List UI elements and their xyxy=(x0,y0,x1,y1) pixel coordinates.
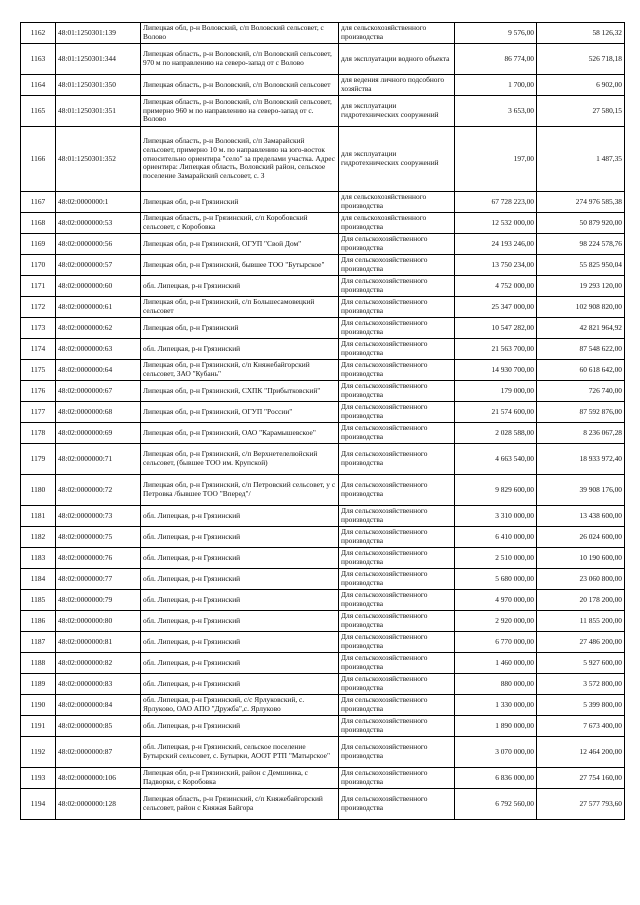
row-number: 1162 xyxy=(21,23,56,44)
table-row xyxy=(21,96,625,127)
address-cell: Липецкая обл, р-н Грязинский, с/п Княжебайгорский сельсовет, ЗАО "Кубань" xyxy=(141,360,339,381)
table-row xyxy=(21,255,625,276)
cadastral-value-cell: 26 024 600,00 xyxy=(537,527,625,548)
cadastral-number: 48:02:0000000:69 xyxy=(56,423,141,444)
row-number: 1190 xyxy=(21,695,56,716)
purpose-cell: Для сельскохозяйственного производства xyxy=(339,590,455,611)
cadastral-number: 48:02:0000000:68 xyxy=(56,402,141,423)
address-cell: Липецкая обл, р-н Грязинский, ОГУП "Свой Дом" xyxy=(141,234,339,255)
table-row xyxy=(21,527,625,548)
purpose-cell: для ведения личного подсобного хозяйства xyxy=(339,75,455,96)
address-cell: Липецкая обл, р-н Грязинский xyxy=(141,318,339,339)
cadastral-value-cell: 726 740,00 xyxy=(537,381,625,402)
purpose-cell: Для сельскохозяйственного производства xyxy=(339,423,455,444)
area-cell: 4 663 540,00 xyxy=(455,444,537,475)
cadastral-number: 48:02:0000000:82 xyxy=(56,653,141,674)
cadastral-value-cell: 1 487,35 xyxy=(537,127,625,192)
cadastral-number: 48:02:0000000:63 xyxy=(56,339,141,360)
cadastral-value-cell: 12 464 200,00 xyxy=(537,737,625,768)
land-plots-table xyxy=(20,22,625,820)
area-cell: 3 310 000,00 xyxy=(455,506,537,527)
address-cell: обл. Липецкая, р-н Грязинский, сельское поселение Бутырский сельсовет, с. Бутырки, АООТ РТП "Матырское" xyxy=(141,737,339,768)
table-row xyxy=(21,213,625,234)
cadastral-value-cell: 87 548 622,00 xyxy=(537,339,625,360)
row-number: 1177 xyxy=(21,402,56,423)
row-number: 1166 xyxy=(21,127,56,192)
purpose-cell: для эксплуатации водного объекта xyxy=(339,44,455,75)
table-row xyxy=(21,234,625,255)
area-cell: 4 970 000,00 xyxy=(455,590,537,611)
table-row xyxy=(21,548,625,569)
table-row xyxy=(21,506,625,527)
area-cell: 9 576,00 xyxy=(455,23,537,44)
purpose-cell: Для сельскохозяйственного производства xyxy=(339,789,455,820)
purpose-cell: Для сельскохозяйственного производства xyxy=(339,381,455,402)
area-cell: 24 193 246,00 xyxy=(455,234,537,255)
table-row xyxy=(21,569,625,590)
purpose-cell: Для сельскохозяйственного производства xyxy=(339,255,455,276)
purpose-cell: Для сельскохозяйственного производства xyxy=(339,318,455,339)
address-cell: Липецкая область, р-н Воловский, с/п Воловский сельсовет, 970 м по направлению на северо-запад от с Волово xyxy=(141,44,339,75)
area-cell: 12 532 000,00 xyxy=(455,213,537,234)
table-row xyxy=(21,737,625,768)
area-cell: 4 752 000,00 xyxy=(455,276,537,297)
cadastral-number: 48:02:0000000:128 xyxy=(56,789,141,820)
cadastral-value-cell: 7 673 400,00 xyxy=(537,716,625,737)
area-cell: 10 547 282,00 xyxy=(455,318,537,339)
row-number: 1187 xyxy=(21,632,56,653)
area-cell: 1 460 000,00 xyxy=(455,653,537,674)
address-cell: обл. Липецкая, р-н Грязинский xyxy=(141,716,339,737)
address-cell: Липецкая обл, р-н Грязинский, бывшее ТОО "Бутырское" xyxy=(141,255,339,276)
cadastral-value-cell: 27 580,15 xyxy=(537,96,625,127)
purpose-cell: для сельскохозяйственного производства xyxy=(339,23,455,44)
purpose-cell: для сельскохозяйственного производства xyxy=(339,213,455,234)
table-row xyxy=(21,402,625,423)
cadastral-number: 48:02:0000000:64 xyxy=(56,360,141,381)
cadastral-number: 48:02:0000000:84 xyxy=(56,695,141,716)
address-cell: Липецкая обл, р-н Грязинский, ОГУП "России" xyxy=(141,402,339,423)
area-cell: 2 920 000,00 xyxy=(455,611,537,632)
cadastral-value-cell: 3 572 800,00 xyxy=(537,674,625,695)
cadastral-value-cell: 11 855 200,00 xyxy=(537,611,625,632)
purpose-cell: Для сельскохозяйственного производства xyxy=(339,276,455,297)
document-page xyxy=(20,22,624,820)
address-cell: обл. Липецкая, р-н Грязинский xyxy=(141,569,339,590)
cadastral-value-cell: 5 927 600,00 xyxy=(537,653,625,674)
area-cell: 9 829 600,00 xyxy=(455,475,537,506)
address-cell: обл. Липецкая, р-н Грязинский xyxy=(141,653,339,674)
purpose-cell: для сельскохозяйственного производства xyxy=(339,192,455,213)
cadastral-value-cell: 87 592 876,00 xyxy=(537,402,625,423)
address-cell: Липецкая обл, р-н Грязинский, ОАО "Карамышевское" xyxy=(141,423,339,444)
purpose-cell: Для сельскохозяйственного производства xyxy=(339,527,455,548)
address-cell: обл. Липецкая, р-н Грязинский xyxy=(141,339,339,360)
cadastral-number: 48:02:0000000:76 xyxy=(56,548,141,569)
table-row xyxy=(21,423,625,444)
address-cell: Липецкая обл, р-н Грязинский xyxy=(141,192,339,213)
purpose-cell: Для сельскохозяйственного производства xyxy=(339,297,455,318)
area-cell: 2 028 588,00 xyxy=(455,423,537,444)
table-body xyxy=(21,23,625,820)
address-cell: обл. Липецкая, р-н Грязинский xyxy=(141,527,339,548)
area-cell: 21 574 600,00 xyxy=(455,402,537,423)
cadastral-value-cell: 23 060 800,00 xyxy=(537,569,625,590)
area-cell: 1 700,00 xyxy=(455,75,537,96)
address-cell: Липецкая область, р-н Воловский, с/п Воловский сельсовет, примерно 960 м по направлению на северо-запад от с. Волово xyxy=(141,96,339,127)
table-row xyxy=(21,590,625,611)
cadastral-value-cell: 42 821 964,92 xyxy=(537,318,625,339)
purpose-cell: Для сельскохозяйственного производства xyxy=(339,339,455,360)
area-cell: 880 000,00 xyxy=(455,674,537,695)
row-number: 1192 xyxy=(21,737,56,768)
row-number: 1169 xyxy=(21,234,56,255)
table-row xyxy=(21,360,625,381)
cadastral-value-cell: 20 178 200,00 xyxy=(537,590,625,611)
area-cell: 67 728 223,00 xyxy=(455,192,537,213)
purpose-cell: для эксплуатации гидротехнических сооружений xyxy=(339,96,455,127)
purpose-cell: Для сельскохозяйственного производства xyxy=(339,475,455,506)
area-cell: 179 000,00 xyxy=(455,381,537,402)
cadastral-number: 48:01:1250301:352 xyxy=(56,127,141,192)
cadastral-value-cell: 13 438 600,00 xyxy=(537,506,625,527)
cadastral-number: 48:01:1250301:344 xyxy=(56,44,141,75)
row-number: 1167 xyxy=(21,192,56,213)
purpose-cell: Для сельскохозяйственного производства xyxy=(339,737,455,768)
table-row xyxy=(21,789,625,820)
area-cell: 6 770 000,00 xyxy=(455,632,537,653)
cadastral-number: 48:02:0000000:53 xyxy=(56,213,141,234)
table-row xyxy=(21,339,625,360)
row-number: 1176 xyxy=(21,381,56,402)
row-number: 1179 xyxy=(21,444,56,475)
area-cell: 197,00 xyxy=(455,127,537,192)
table-row xyxy=(21,192,625,213)
address-cell: Липецкая область, р-н Воловский, с/п Воловский сельсовет xyxy=(141,75,339,96)
cadastral-value-cell: 274 976 585,38 xyxy=(537,192,625,213)
cadastral-number: 48:02:0000000:57 xyxy=(56,255,141,276)
cadastral-value-cell: 18 933 972,40 xyxy=(537,444,625,475)
row-number: 1184 xyxy=(21,569,56,590)
address-cell: обл. Липецкая, р-н Грязинский xyxy=(141,590,339,611)
row-number: 1183 xyxy=(21,548,56,569)
cadastral-value-cell: 39 908 176,00 xyxy=(537,475,625,506)
cadastral-number: 48:02:0000000:83 xyxy=(56,674,141,695)
cadastral-number: 48:02:0000000:75 xyxy=(56,527,141,548)
table-row xyxy=(21,381,625,402)
table-row xyxy=(21,475,625,506)
purpose-cell: Для сельскохозяйственного производства xyxy=(339,548,455,569)
area-cell: 3 653,00 xyxy=(455,96,537,127)
address-cell: Липецкая обл, р-н Грязинский, с/п Большесамовецкий сельсовет xyxy=(141,297,339,318)
address-cell: Липецкая обл, р-н Грязинский, СХПК "Прибытковский" xyxy=(141,381,339,402)
table-row xyxy=(21,695,625,716)
purpose-cell: Для сельскохозяйственного производства xyxy=(339,402,455,423)
row-number: 1191 xyxy=(21,716,56,737)
address-cell: обл. Липецкая, р-н Грязинский, с/с Ярлуковский, с. Ярлуково, ОАО АПО "Дружба",с. Ярлуково xyxy=(141,695,339,716)
cadastral-number: 48:02:0000000:80 xyxy=(56,611,141,632)
row-number: 1189 xyxy=(21,674,56,695)
cadastral-value-cell: 98 224 578,76 xyxy=(537,234,625,255)
row-number: 1165 xyxy=(21,96,56,127)
row-number: 1175 xyxy=(21,360,56,381)
purpose-cell: Для сельскохозяйственного производства xyxy=(339,444,455,475)
address-cell: Липецкая обл, р-н Воловский, с/п Воловский сельсовет, с Волово xyxy=(141,23,339,44)
cadastral-value-cell: 58 126,32 xyxy=(537,23,625,44)
row-number: 1174 xyxy=(21,339,56,360)
cadastral-number: 48:02:0000000:106 xyxy=(56,768,141,789)
cadastral-value-cell: 50 879 920,00 xyxy=(537,213,625,234)
address-cell: Липецкая обл, р-н Грязинский, район с Демшинка, с Падворки, с Коробовка xyxy=(141,768,339,789)
purpose-cell: Для сельскохозяйственного производства xyxy=(339,506,455,527)
purpose-cell: Для сельскохозяйственного производства xyxy=(339,234,455,255)
cadastral-number: 48:01:1250301:139 xyxy=(56,23,141,44)
row-number: 1193 xyxy=(21,768,56,789)
table-row xyxy=(21,444,625,475)
address-cell: обл. Липецкая, р-н Грязинский xyxy=(141,276,339,297)
cadastral-number: 48:02:0000000:85 xyxy=(56,716,141,737)
table-row xyxy=(21,611,625,632)
table-row xyxy=(21,674,625,695)
purpose-cell: Для сельскохозяйственного производства xyxy=(339,768,455,789)
cadastral-value-cell: 27 577 793,60 xyxy=(537,789,625,820)
table-row xyxy=(21,768,625,789)
area-cell: 6 410 000,00 xyxy=(455,527,537,548)
cadastral-number: 48:01:1250301:350 xyxy=(56,75,141,96)
row-number: 1173 xyxy=(21,318,56,339)
purpose-cell: Для сельскохозяйственного производства xyxy=(339,569,455,590)
purpose-cell: Для сельскохозяйственного производства xyxy=(339,653,455,674)
area-cell: 86 774,00 xyxy=(455,44,537,75)
area-cell: 3 070 000,00 xyxy=(455,737,537,768)
row-number: 1163 xyxy=(21,44,56,75)
table-row xyxy=(21,127,625,192)
cadastral-number: 48:02:0000000:79 xyxy=(56,590,141,611)
address-cell: обл. Липецкая, р-н Грязинский xyxy=(141,674,339,695)
area-cell: 6 836 000,00 xyxy=(455,768,537,789)
area-cell: 13 750 234,00 xyxy=(455,255,537,276)
cadastral-value-cell: 8 236 067,28 xyxy=(537,423,625,444)
table-row xyxy=(21,653,625,674)
cadastral-number: 48:02:0000000:81 xyxy=(56,632,141,653)
cadastral-value-cell: 55 825 950,04 xyxy=(537,255,625,276)
address-cell: Липецкая область, р-н Грязинский, с/п Коробовский сельсовет, с Коробовка xyxy=(141,213,339,234)
row-number: 1168 xyxy=(21,213,56,234)
row-number: 1181 xyxy=(21,506,56,527)
cadastral-number: 48:01:1250301:351 xyxy=(56,96,141,127)
cadastral-value-cell: 27 486 200,00 xyxy=(537,632,625,653)
cadastral-value-cell: 10 190 600,00 xyxy=(537,548,625,569)
purpose-cell: Для сельскохозяйственного производства xyxy=(339,695,455,716)
address-cell: Липецкая обл, р-н Грязинский, с/п Петровский сельсовет, у с Петровка /бывшее ТОО "Вперед"/ xyxy=(141,475,339,506)
area-cell: 2 510 000,00 xyxy=(455,548,537,569)
cadastral-number: 48:02:0000000:1 xyxy=(56,192,141,213)
table-row xyxy=(21,23,625,44)
address-cell: обл. Липецкая, р-н Грязинский xyxy=(141,632,339,653)
cadastral-value-cell: 6 902,00 xyxy=(537,75,625,96)
row-number: 1182 xyxy=(21,527,56,548)
purpose-cell: для эксплуатации гидротехнических сооружений xyxy=(339,127,455,192)
address-cell: обл. Липецкая, р-н Грязинский xyxy=(141,548,339,569)
cadastral-number: 48:02:0000000:61 xyxy=(56,297,141,318)
address-cell: Липецкая область, р-н Грязинский, с/п Княжебайгорский сельсовет, район с Княжая Байгора xyxy=(141,789,339,820)
cadastral-number: 48:02:0000000:67 xyxy=(56,381,141,402)
table-row xyxy=(21,44,625,75)
row-number: 1171 xyxy=(21,276,56,297)
cadastral-value-cell: 19 293 120,00 xyxy=(537,276,625,297)
cadastral-value-cell: 60 618 642,00 xyxy=(537,360,625,381)
area-cell: 5 680 000,00 xyxy=(455,569,537,590)
area-cell: 21 563 700,00 xyxy=(455,339,537,360)
table-row xyxy=(21,716,625,737)
row-number: 1178 xyxy=(21,423,56,444)
purpose-cell: Для сельскохозяйственного производства xyxy=(339,632,455,653)
address-cell: обл. Липецкая, р-н Грязинский xyxy=(141,506,339,527)
row-number: 1188 xyxy=(21,653,56,674)
row-number: 1194 xyxy=(21,789,56,820)
table-row xyxy=(21,318,625,339)
table-row xyxy=(21,297,625,318)
purpose-cell: Для сельскохозяйственного производства xyxy=(339,716,455,737)
row-number: 1186 xyxy=(21,611,56,632)
row-number: 1170 xyxy=(21,255,56,276)
cadastral-number: 48:02:0000000:87 xyxy=(56,737,141,768)
cadastral-value-cell: 5 399 800,00 xyxy=(537,695,625,716)
cadastral-number: 48:02:0000000:72 xyxy=(56,475,141,506)
area-cell: 25 347 000,00 xyxy=(455,297,537,318)
address-cell: обл. Липецкая, р-н Грязинский xyxy=(141,611,339,632)
cadastral-number: 48:02:0000000:71 xyxy=(56,444,141,475)
table-row xyxy=(21,75,625,96)
row-number: 1180 xyxy=(21,475,56,506)
cadastral-number: 48:02:0000000:60 xyxy=(56,276,141,297)
area-cell: 6 792 560,00 xyxy=(455,789,537,820)
address-cell: Липецкая область, р-н Воловский, с/п Замарайский сельсовет, примерно 10 м. по направлению на юго-восток относительно ориентира "село" за пределами участка. Адрес ориентира: Липецкая область, Воловский район, сельское поселение Замарайский сельсовет, с. З xyxy=(141,127,339,192)
cadastral-value-cell: 526 718,18 xyxy=(537,44,625,75)
area-cell: 1 330 000,00 xyxy=(455,695,537,716)
row-number: 1185 xyxy=(21,590,56,611)
cadastral-number: 48:02:0000000:77 xyxy=(56,569,141,590)
purpose-cell: Для сельскохозяйственного производства xyxy=(339,674,455,695)
cadastral-value-cell: 102 908 820,00 xyxy=(537,297,625,318)
cadastral-value-cell: 27 754 160,00 xyxy=(537,768,625,789)
cadastral-number: 48:02:0000000:62 xyxy=(56,318,141,339)
row-number: 1172 xyxy=(21,297,56,318)
area-cell: 1 890 000,00 xyxy=(455,716,537,737)
purpose-cell: Для сельскохозяйственного производства xyxy=(339,611,455,632)
cadastral-number: 48:02:0000000:56 xyxy=(56,234,141,255)
area-cell: 14 930 700,00 xyxy=(455,360,537,381)
purpose-cell: Для сельскохозяйственного производства xyxy=(339,360,455,381)
table-row xyxy=(21,632,625,653)
address-cell: Липецкая обл, р-н Грязинский, с/п Верхнетелелюйский сельсовет, (бывшее ТОО им. Крупской) xyxy=(141,444,339,475)
cadastral-number: 48:02:0000000:73 xyxy=(56,506,141,527)
table-row xyxy=(21,276,625,297)
row-number: 1164 xyxy=(21,75,56,96)
